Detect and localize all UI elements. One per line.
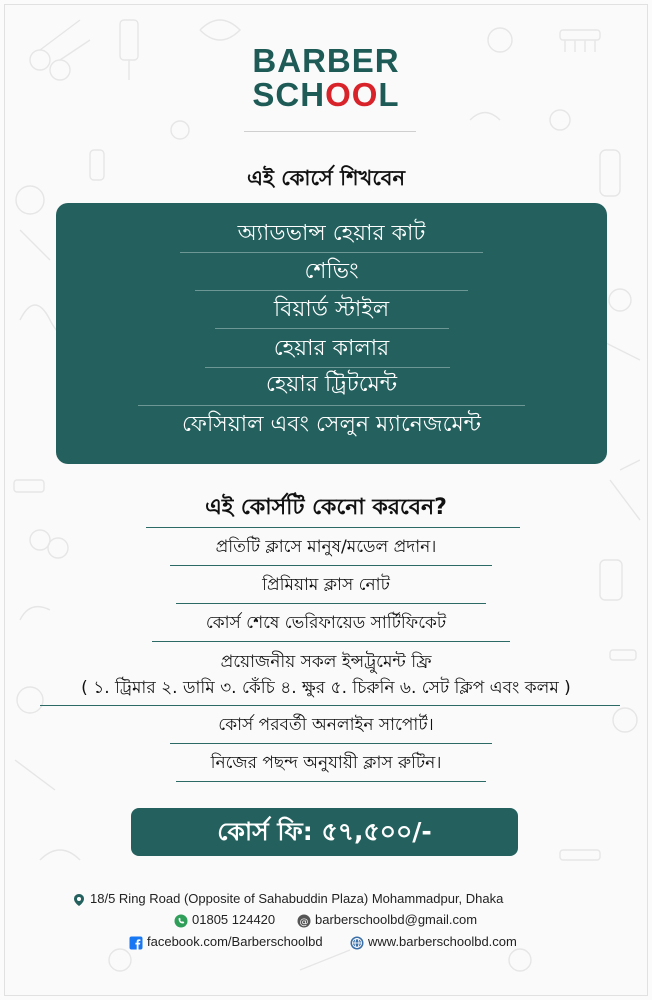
learn-divider	[138, 405, 525, 406]
learn-item: হেয়ার ট্রিটমেন্ট	[265, 372, 398, 397]
learn-item: শেভিং	[304, 259, 359, 284]
why-divider	[152, 641, 510, 642]
why-heading: এই কোর্সটি কেনো করবেন?	[205, 495, 447, 520]
learn-item: অ্যাডভান্স হেয়ার কাট	[237, 221, 426, 246]
logo-top-line: BARBER	[252, 42, 400, 79]
logo-bottom-prefix: SCH	[252, 76, 326, 113]
why-divider	[170, 565, 492, 566]
why-divider	[176, 781, 486, 782]
learn-divider	[215, 328, 449, 329]
learn-item: হেয়ার কালার	[273, 336, 390, 361]
why-item: কোর্স শেষে ভেরিফায়েড সার্টিফিকেট	[205, 613, 447, 633]
course-fee-banner: কোর্স ফি: ৫৭,৫০০/-	[131, 808, 518, 856]
location-pin-icon	[72, 893, 86, 907]
facebook-text[interactable]: facebook.com/Barberschoolbd	[147, 934, 323, 949]
learn-divider	[180, 252, 483, 253]
address-line	[72, 891, 503, 907]
phone-text[interactable]: 01805 124420	[192, 912, 276, 927]
learn-heading: এই কোর্সে শিখবেন	[246, 166, 406, 190]
logo-bottom-suffix: L	[378, 76, 400, 113]
globe-icon	[350, 936, 364, 950]
learn-divider	[195, 290, 468, 291]
svg-text:@: @	[299, 917, 309, 928]
why-item: প্রতিটি ক্লাসে মানুষ/মডেল প্রদান।	[215, 537, 437, 557]
logo-bottom-line	[0, 76, 652, 114]
why-item: নিজের পছন্দ অনুযায়ী ক্লাস রুটিন।	[210, 753, 442, 773]
email-icon	[297, 914, 311, 928]
facebook-icon	[129, 936, 143, 950]
facebook-line[interactable]	[129, 934, 323, 950]
why-divider	[146, 527, 520, 528]
why-divider	[170, 743, 492, 744]
address-text: 18/5 Ring Road (Opposite of Sahabuddin Plaza) Mohammadpur, Dhaka	[90, 891, 504, 906]
learn-item: ফেসিয়াল এবং সেলুন ম্যানেজমেন্ট	[182, 412, 481, 437]
why-item: ( ১. ট্রিমার ২. ডামি ৩. কেঁচি ৪. ক্ষুর ৫. চিরুনি ৬. সেট ক্লিপ এবং কলম )	[81, 678, 571, 698]
whatsapp-icon	[174, 914, 188, 928]
why-divider	[176, 603, 486, 604]
learn-divider	[205, 367, 450, 368]
why-divider	[40, 705, 620, 706]
email-text[interactable]: barberschoolbd@gmail.com	[315, 912, 478, 927]
email-line[interactable]	[297, 912, 477, 928]
website-line[interactable]	[350, 934, 517, 950]
why-item: কোর্স পরবর্তী অনলাইন সাপোর্ট।	[218, 715, 434, 735]
website-text[interactable]: www.barberschoolbd.com	[368, 934, 517, 949]
logo-bottom-accent: OO	[325, 76, 379, 113]
learn-panel	[56, 203, 607, 464]
why-item: প্রিমিয়াম ক্লাস নোট	[262, 575, 390, 595]
why-item: প্রয়োজনীয় সকল ইন্সট্রুমেন্ট ফ্রি	[220, 652, 432, 672]
logo-divider	[244, 131, 416, 132]
phone-line[interactable]	[174, 912, 275, 928]
learn-item: বিয়ার্ড স্টাইল	[273, 297, 390, 322]
